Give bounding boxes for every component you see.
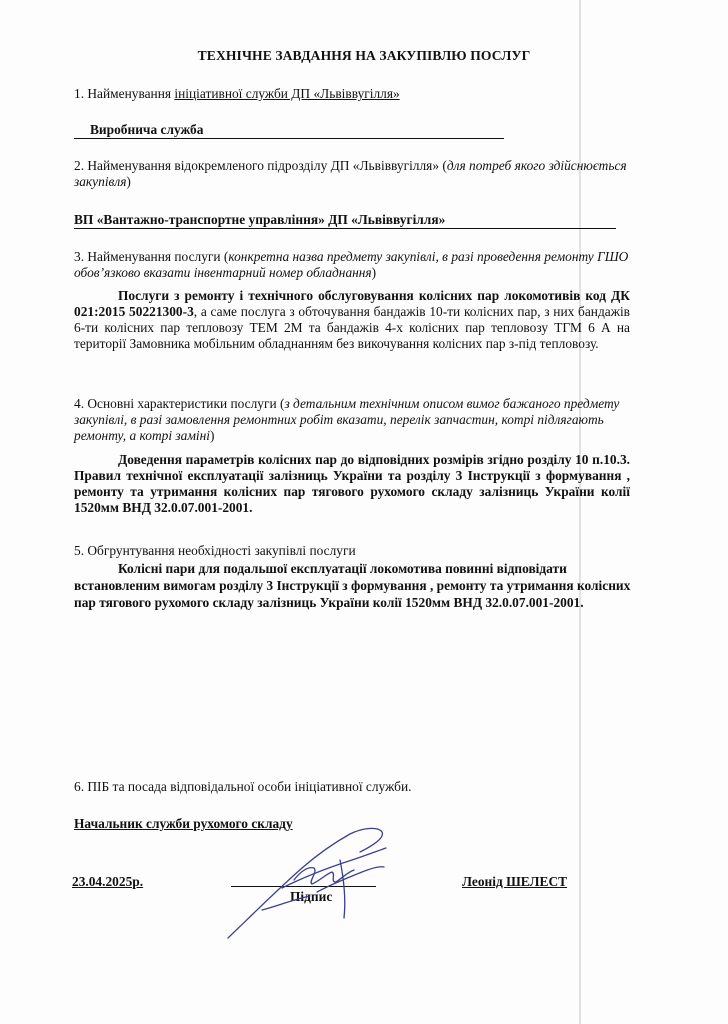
section-3-value	[74, 288, 630, 352]
section-1-label	[74, 86, 630, 102]
section-4-label-close: )	[209, 428, 215, 443]
signature-stroke-1	[228, 828, 382, 938]
section-4-label-text: 4. Основні характеристики послуги (	[74, 396, 285, 411]
section-4-value: Доведення параметрів колісних пар до відповідних розмірів згідно розділу 10 п.10.3. Правил технічної експлуатації залізниць України та розділу 3 Інструкції з формування , ремонту та утримання колісних пар тягового рухомого складу залізниць України колії 1520мм ВНД 32.0.07.001-2001.	[74, 452, 630, 515]
section-2-label-italic: для потреб якого здійснюється закупівля	[74, 158, 627, 189]
section-5-label: 5. Обгрунтування необхідності закупівлі послуги	[74, 543, 356, 558]
signature-stroke-4	[317, 867, 384, 892]
section-3-label-text: 3. Найменування послуги (	[74, 249, 229, 264]
section-1-label-underlined: ініціативної служби ДП «Львіввугілля»	[174, 86, 400, 101]
section-2-value-line	[74, 212, 630, 229]
section-1-value: Виробнича служба	[74, 122, 504, 139]
document-title: ТЕХНІЧНЕ ЗАВДАННЯ НА ЗАКУПІВЛЮ ПОСЛУГ	[197, 48, 531, 63]
responsible-name: Леонід ШЕЛЕСТ	[462, 874, 568, 889]
section-6-label: 6. ПІБ та посада відповідальної особи ініціативної служби.	[74, 779, 412, 794]
section-1-value-line	[74, 122, 630, 139]
section-4-label-italic: з детальним технічним описом вимог бажаного предмету закупівлі, в разі замовлення ремонтних робіт вказати, перелік запчастин, котрі підлягають ремонту, а котрі заміні	[74, 396, 620, 443]
section-4-label	[74, 396, 630, 444]
section-2-label	[74, 158, 630, 190]
signature-caption: Підпис	[290, 889, 333, 904]
section-2-value: ВП «Вантажно-транспортне управління» ДП «Львіввугілля»	[74, 212, 616, 229]
signature-date: 23.04.2025р.	[72, 874, 144, 889]
section-3-value-rest: , а саме послуга з обточування бандажів 10-ти колісних пар, з них бандажів 6-ти колісних пар тепловозу ТЕМ 2М та бандажів 4-х колісних пар тепловозу ТГМ 6 А на території Замовника мобільним обладнанням без викочування колісних пар з-під тепловозу.	[74, 304, 630, 351]
section-5-value: Колісні пари для подальшої експлуатації локомотива повинні відповідати встановленим вимогам розділу 3 Інструкції з формування , ремонту та утримання колісних пар тягового рухомого складу залізниць України колії 1520мм ВНД 32.0.07.001-2001.	[74, 561, 631, 610]
section-1-label-prefix: 1. Найменування	[74, 86, 175, 101]
section-2-label-text: 2. Найменування відокремленого підрозділу ДП «Львіввугілля» (	[74, 158, 447, 173]
section-3-label-close: )	[371, 265, 377, 280]
section-3-label	[74, 249, 630, 281]
section-2-label-close: )	[126, 174, 131, 189]
responsible-position: Начальник служби рухомого складу	[74, 816, 293, 831]
handwritten-signature	[222, 820, 392, 945]
section-3-label-italic: конкретна назва предмету закупівлі, в разі проведення ремонту ГШО обов’язково вказати інвентарний номер обладнання	[74, 249, 629, 280]
signature-date-line	[72, 874, 168, 890]
signature-stroke-5	[340, 860, 345, 918]
section-3-value-bold: Послуги з ремонту і технічного обслуговування колісних пар локомотивів код ДК 021:2015 50221300-3	[74, 288, 630, 319]
